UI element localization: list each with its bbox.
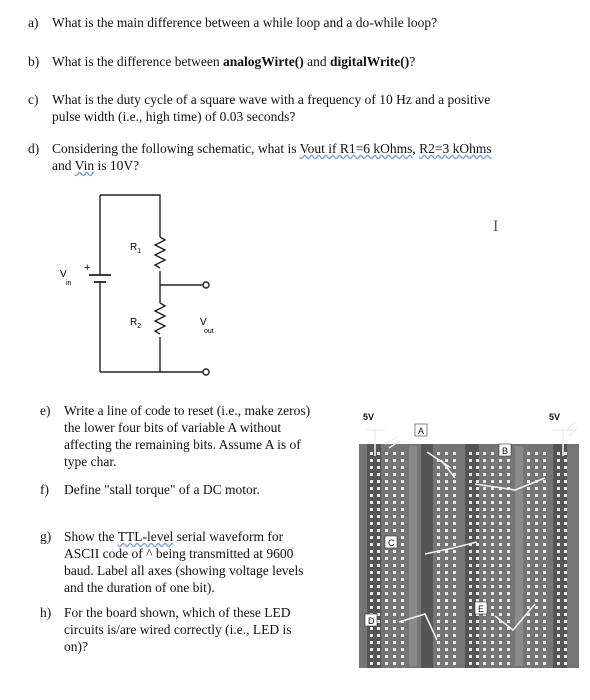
circuit-label-d: D <box>368 616 375 626</box>
question-d-line2c: is 10V? <box>94 158 140 173</box>
question-h <box>40 604 292 655</box>
question-e-line3: affecting the remaining bits. Assume A is of <box>64 437 301 452</box>
question-e-label: e) <box>40 403 51 418</box>
breadboard-image <box>355 408 583 670</box>
led-arrows-right <box>567 422 577 436</box>
question-b-fn2: digitalWrite() <box>330 54 410 69</box>
circuit-label-e: E <box>478 604 485 614</box>
r2-label: $R_2$ <box>130 317 142 330</box>
question-a-text: What is the main difference between a while loop and a do-while loop? <box>52 15 438 30</box>
question-f-text: Define "stall torque" of a DC motor. <box>64 482 260 497</box>
right-center-channel <box>515 446 523 666</box>
question-c <box>28 91 490 125</box>
question-h-label: h) <box>40 605 52 620</box>
schematic-diagram <box>60 185 240 385</box>
plus-sign: + <box>84 262 91 274</box>
vout-terminal-top <box>203 282 209 288</box>
question-g <box>40 528 304 596</box>
question-h-line1: For the board shown, which of these LED <box>64 605 291 620</box>
r2-resistor <box>155 303 165 334</box>
question-b-post: ? <box>409 54 416 69</box>
question-f-label: f) <box>40 482 49 497</box>
question-e-line4: type char. <box>64 454 117 469</box>
circuit-label-c: C <box>388 538 395 548</box>
question-e-line2: the lower four bits of variable A without <box>64 420 282 435</box>
question-b-fn1: analogWirte() <box>223 54 304 69</box>
vout-label: V out <box>200 317 214 335</box>
question-a-label: a) <box>28 15 39 30</box>
question-d-line1d: R2=3 kOhms <box>419 141 492 156</box>
voltage-label-left: 5V <box>363 412 375 422</box>
question-h-line2: circuits is/are wired correctly (i.e., LED is <box>64 622 292 637</box>
circuit-label-b: B <box>502 446 509 456</box>
question-b-label: b) <box>28 54 40 69</box>
question-c-line2: pulse width (i.e., high time) of 0.03 seconds? <box>52 109 296 124</box>
question-g-line3: baud. Label all axes (showing voltage levels <box>64 563 304 578</box>
question-g-line2: ASCII code of ^ being transmitted at 9600 <box>64 546 294 561</box>
r1-label: $R_1$ <box>130 242 142 255</box>
question-d-line1c: , <box>412 141 420 156</box>
question-c-label: c) <box>28 92 39 107</box>
question-a <box>28 14 437 31</box>
question-d-line2b: Vin <box>74 158 95 173</box>
question-g-label: g) <box>40 529 52 544</box>
r1-resistor <box>155 237 165 268</box>
vin-label: Vin <box>60 269 72 287</box>
voltage-label-right: 5V <box>549 412 561 422</box>
question-e <box>40 402 310 470</box>
text-cursor-icon: I <box>493 218 499 235</box>
question-d-line1a: Considering the following schematic, what is <box>52 141 300 156</box>
question-e-line1: Write a line of code to reset (i.e., make zeros) <box>64 403 311 418</box>
question-g-line1b: TTL-level <box>117 529 174 544</box>
question-d-line2a: and <box>52 158 75 173</box>
question-c-line1: What is the duty cycle of a square wave with a frequency of 10 Hz and a positive <box>52 92 491 107</box>
question-d-label: d) <box>28 141 40 156</box>
top-wire <box>100 195 160 237</box>
question-f <box>40 481 260 498</box>
circuit-label-a: A <box>418 426 425 436</box>
question-g-line1a: Show the <box>64 529 118 544</box>
question-d-line1b: Vout if R1=6 kOhms <box>299 141 413 156</box>
vout-terminal-bottom <box>203 369 209 375</box>
question-g-line4: and the duration of one bit). <box>64 580 215 595</box>
question-h-line3: on)? <box>64 639 88 654</box>
question-g-line1c: serial waveform for <box>173 529 284 544</box>
question-b-pre: What is the difference between <box>52 54 224 69</box>
question-d <box>28 140 492 174</box>
question-b <box>28 53 415 70</box>
bottom-wire <box>100 337 160 372</box>
question-b-mid: and <box>303 54 331 69</box>
left-center-channel <box>409 446 417 666</box>
